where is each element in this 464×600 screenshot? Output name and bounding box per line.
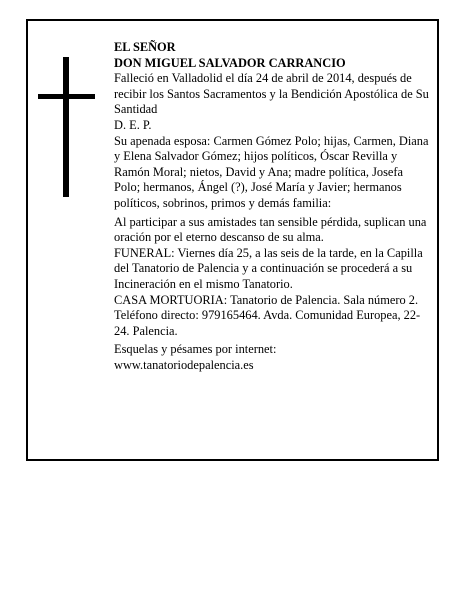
- heading-title: EL SEÑOR: [114, 40, 176, 54]
- cross-vertical-bar: [63, 57, 69, 197]
- death-paragraph: Falleció en Valladolid el día 24 de abril de 2014, después de recibir los Santos Sacramentos y la Bendición Apostólica de Su Santidad: [114, 71, 429, 117]
- mortuary-paragraph: CASA MORTUORIA: Tanatorio de Palencia. Sala número 2. Teléfono directo: 979165464. Avda. Comunidad Europea, 22-24. Palencia.: [114, 292, 421, 338]
- obituary-notice: [26, 19, 439, 461]
- internet-line: Esquelas y pésames por internet:: [114, 342, 277, 357]
- cross-horizontal-bar: [38, 94, 95, 99]
- request-paragraph: Al participar a sus amistades tan sensible pérdida, suplican una oración por el eterno descanso de su alma.: [114, 214, 427, 245]
- website-link: www.tanatoriodepalencia.es: [114, 357, 254, 372]
- family-paragraph: Su apenada esposa: Carmen Gómez Polo; hijas, Carmen, Diana y Elena Salvador Gómez; hijos políticos, Óscar Revilla y Ramón Moral; nietos, David y Ana; madre política, Josefa Polo; hermanos, Ángel (?), José María y Javier; hermanos políticos, sobrinos, primos y demás familia:: [114, 133, 429, 210]
- deceased-name: DON MIGUEL SALVADOR CARRANCIO: [114, 55, 346, 70]
- funeral-paragraph: FUNERAL: Viernes día 25, a las seis de la tarde, en la Capilla del Tanatorio de Palencia y a continuación se procederá a su Incineración en el mismo Tanatorio.: [114, 245, 423, 291]
- notice-text: [114, 40, 430, 373]
- latin-cross-icon: [38, 57, 95, 197]
- rip-line: D. E. P.: [114, 117, 152, 132]
